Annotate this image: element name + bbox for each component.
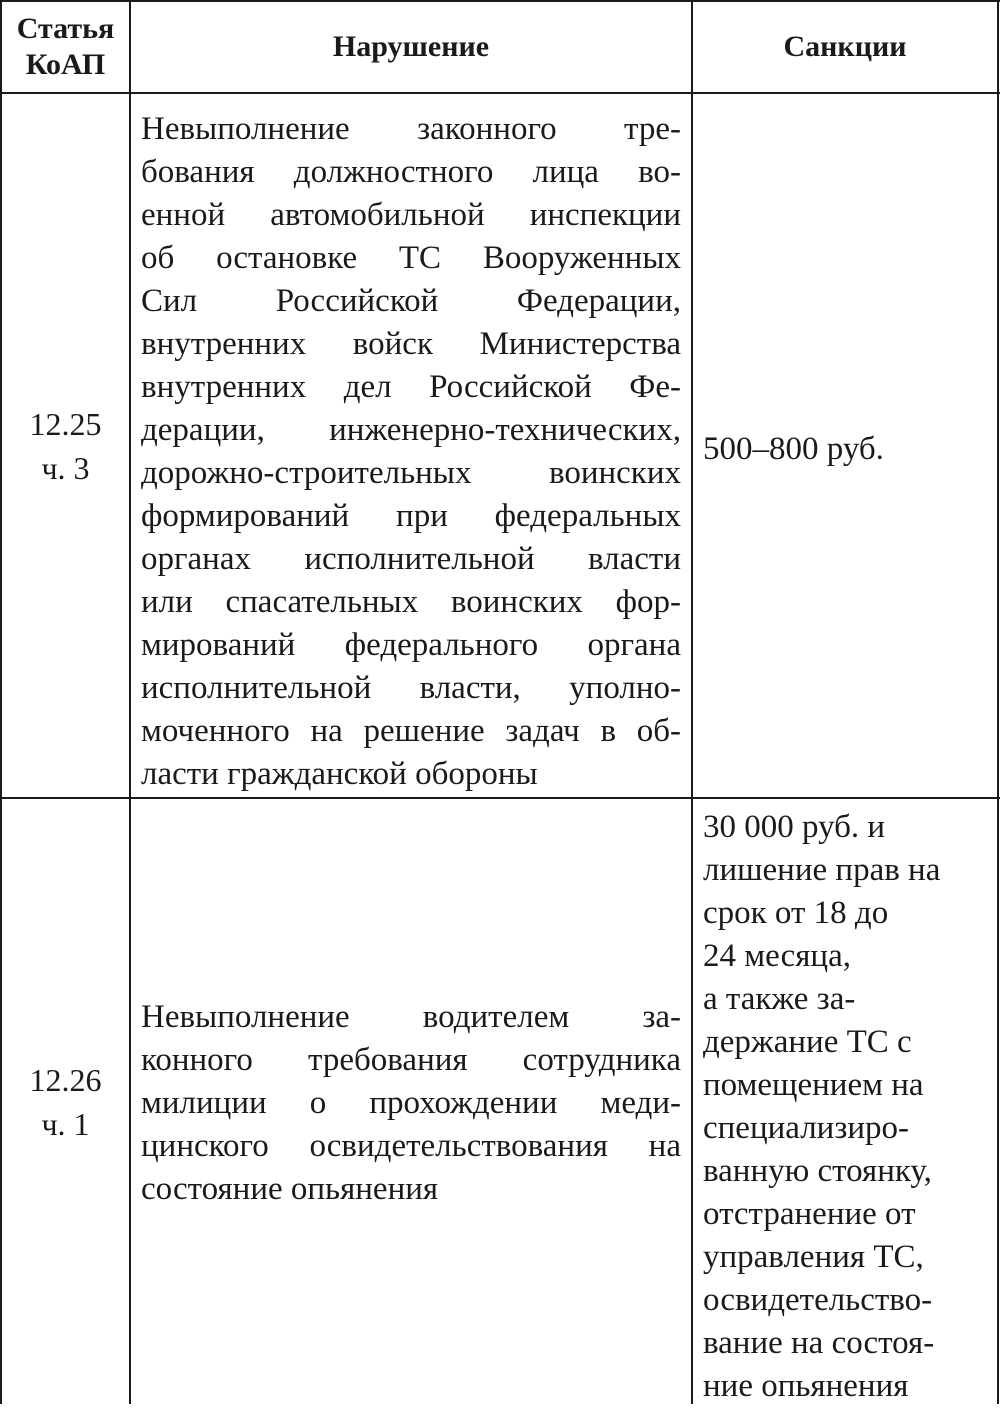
header-violation-label: Нарушение: [332, 30, 490, 63]
row1-article-part: ч. 3: [41, 449, 90, 486]
row1-violation-line: об остановке ТС Вооруженных: [141, 240, 681, 276]
row2-violation-line: конного требования сотрудника: [141, 1042, 681, 1078]
header-bottom-border: [0, 92, 1000, 94]
row1-violation-line: внутренних дел Российской Фе-: [141, 369, 681, 405]
row2-sanction-line: лишение прав на: [703, 852, 941, 888]
row1-sanction-line: 500–800 руб.: [703, 431, 884, 467]
row2-article-number: 12.26: [29, 1061, 102, 1098]
row2-article: [2, 799, 129, 1404]
header-violation: [131, 2, 691, 92]
row2-sanction-line: управления ТС,: [703, 1239, 924, 1275]
row1-violation-line: исполнительной власти, уполно-: [141, 670, 681, 706]
row1-violation-line: ласти гражданской обороны: [141, 756, 538, 792]
row1-violation-line: Невыполнение законного тре-: [141, 111, 681, 147]
header-sanctions: [693, 2, 997, 92]
row1-violation-line: моченного на решение задач в об-: [141, 713, 681, 749]
row2-sanction-line: отстранение от: [703, 1196, 916, 1232]
header-sanctions-label: Санкции: [783, 30, 907, 63]
row2-sanction-line: а также за-: [703, 981, 856, 1017]
column-divider-2: [691, 0, 693, 1404]
row1-sanctions: [703, 428, 988, 471]
row1-violation-line: или спасательных воинских фор-: [141, 584, 681, 620]
row2-violation-line: цинского освидетельствования на: [141, 1128, 681, 1164]
row2-sanction-line: помещением на: [703, 1067, 924, 1103]
row-divider: [0, 797, 1000, 799]
row1-violation-line: мирований федерального органа: [141, 627, 681, 663]
row2-sanction-line: специализиро-: [703, 1110, 910, 1146]
row2-sanction-line: 24 месяца,: [703, 938, 851, 974]
row2-sanction-line: держание ТС с: [703, 1024, 912, 1060]
row2-violation: [141, 996, 681, 1211]
row1-violation-line: органах исполнительной власти: [141, 541, 681, 577]
row1-article: [2, 94, 129, 797]
row2-sanction-line: 30 000 руб. и: [703, 809, 886, 845]
row1-violation-line: внутренних войск Министерства: [141, 326, 681, 362]
row2-sanction-line: вание на состоя-: [703, 1325, 935, 1361]
row1-violation-line: бования должностного лица во-: [141, 154, 681, 190]
row1-violation-line: дорожно-строительных воинских: [141, 455, 681, 491]
row2-violation-line: милиции о прохождении меди-: [141, 1085, 681, 1121]
row1-violation: [141, 108, 681, 796]
column-divider-1: [129, 0, 131, 1404]
row2-sanction-line: освидетельство-: [703, 1282, 933, 1318]
row1-article-number: 12.25: [29, 405, 102, 442]
row2-violation-line: состояние опьянения: [141, 1171, 439, 1207]
row2-sanction-line: ванную стоянку,: [703, 1153, 932, 1189]
row2-violation-line: Невыполнение водителем за-: [141, 999, 681, 1035]
header-article: [2, 2, 129, 92]
row2-sanction-line: ние опьянения: [703, 1368, 909, 1404]
row2-sanction-line: срок от 18 до: [703, 895, 889, 931]
header-article-line1: Статья: [16, 12, 115, 45]
row2-article-part: ч. 1: [41, 1105, 90, 1142]
row1-violation-line: формирований при федеральных: [141, 498, 681, 534]
row1-violation-line: Сил Российской Федерации,: [141, 283, 681, 319]
header-article-line2: КоАП: [25, 48, 106, 81]
row2-sanctions: [703, 806, 988, 1408]
row1-violation-line: енной автомобильной инспекции: [141, 197, 681, 233]
table-right-border: [997, 0, 999, 1404]
row1-violation-line: дерации, инженерно-технических,: [141, 412, 681, 448]
